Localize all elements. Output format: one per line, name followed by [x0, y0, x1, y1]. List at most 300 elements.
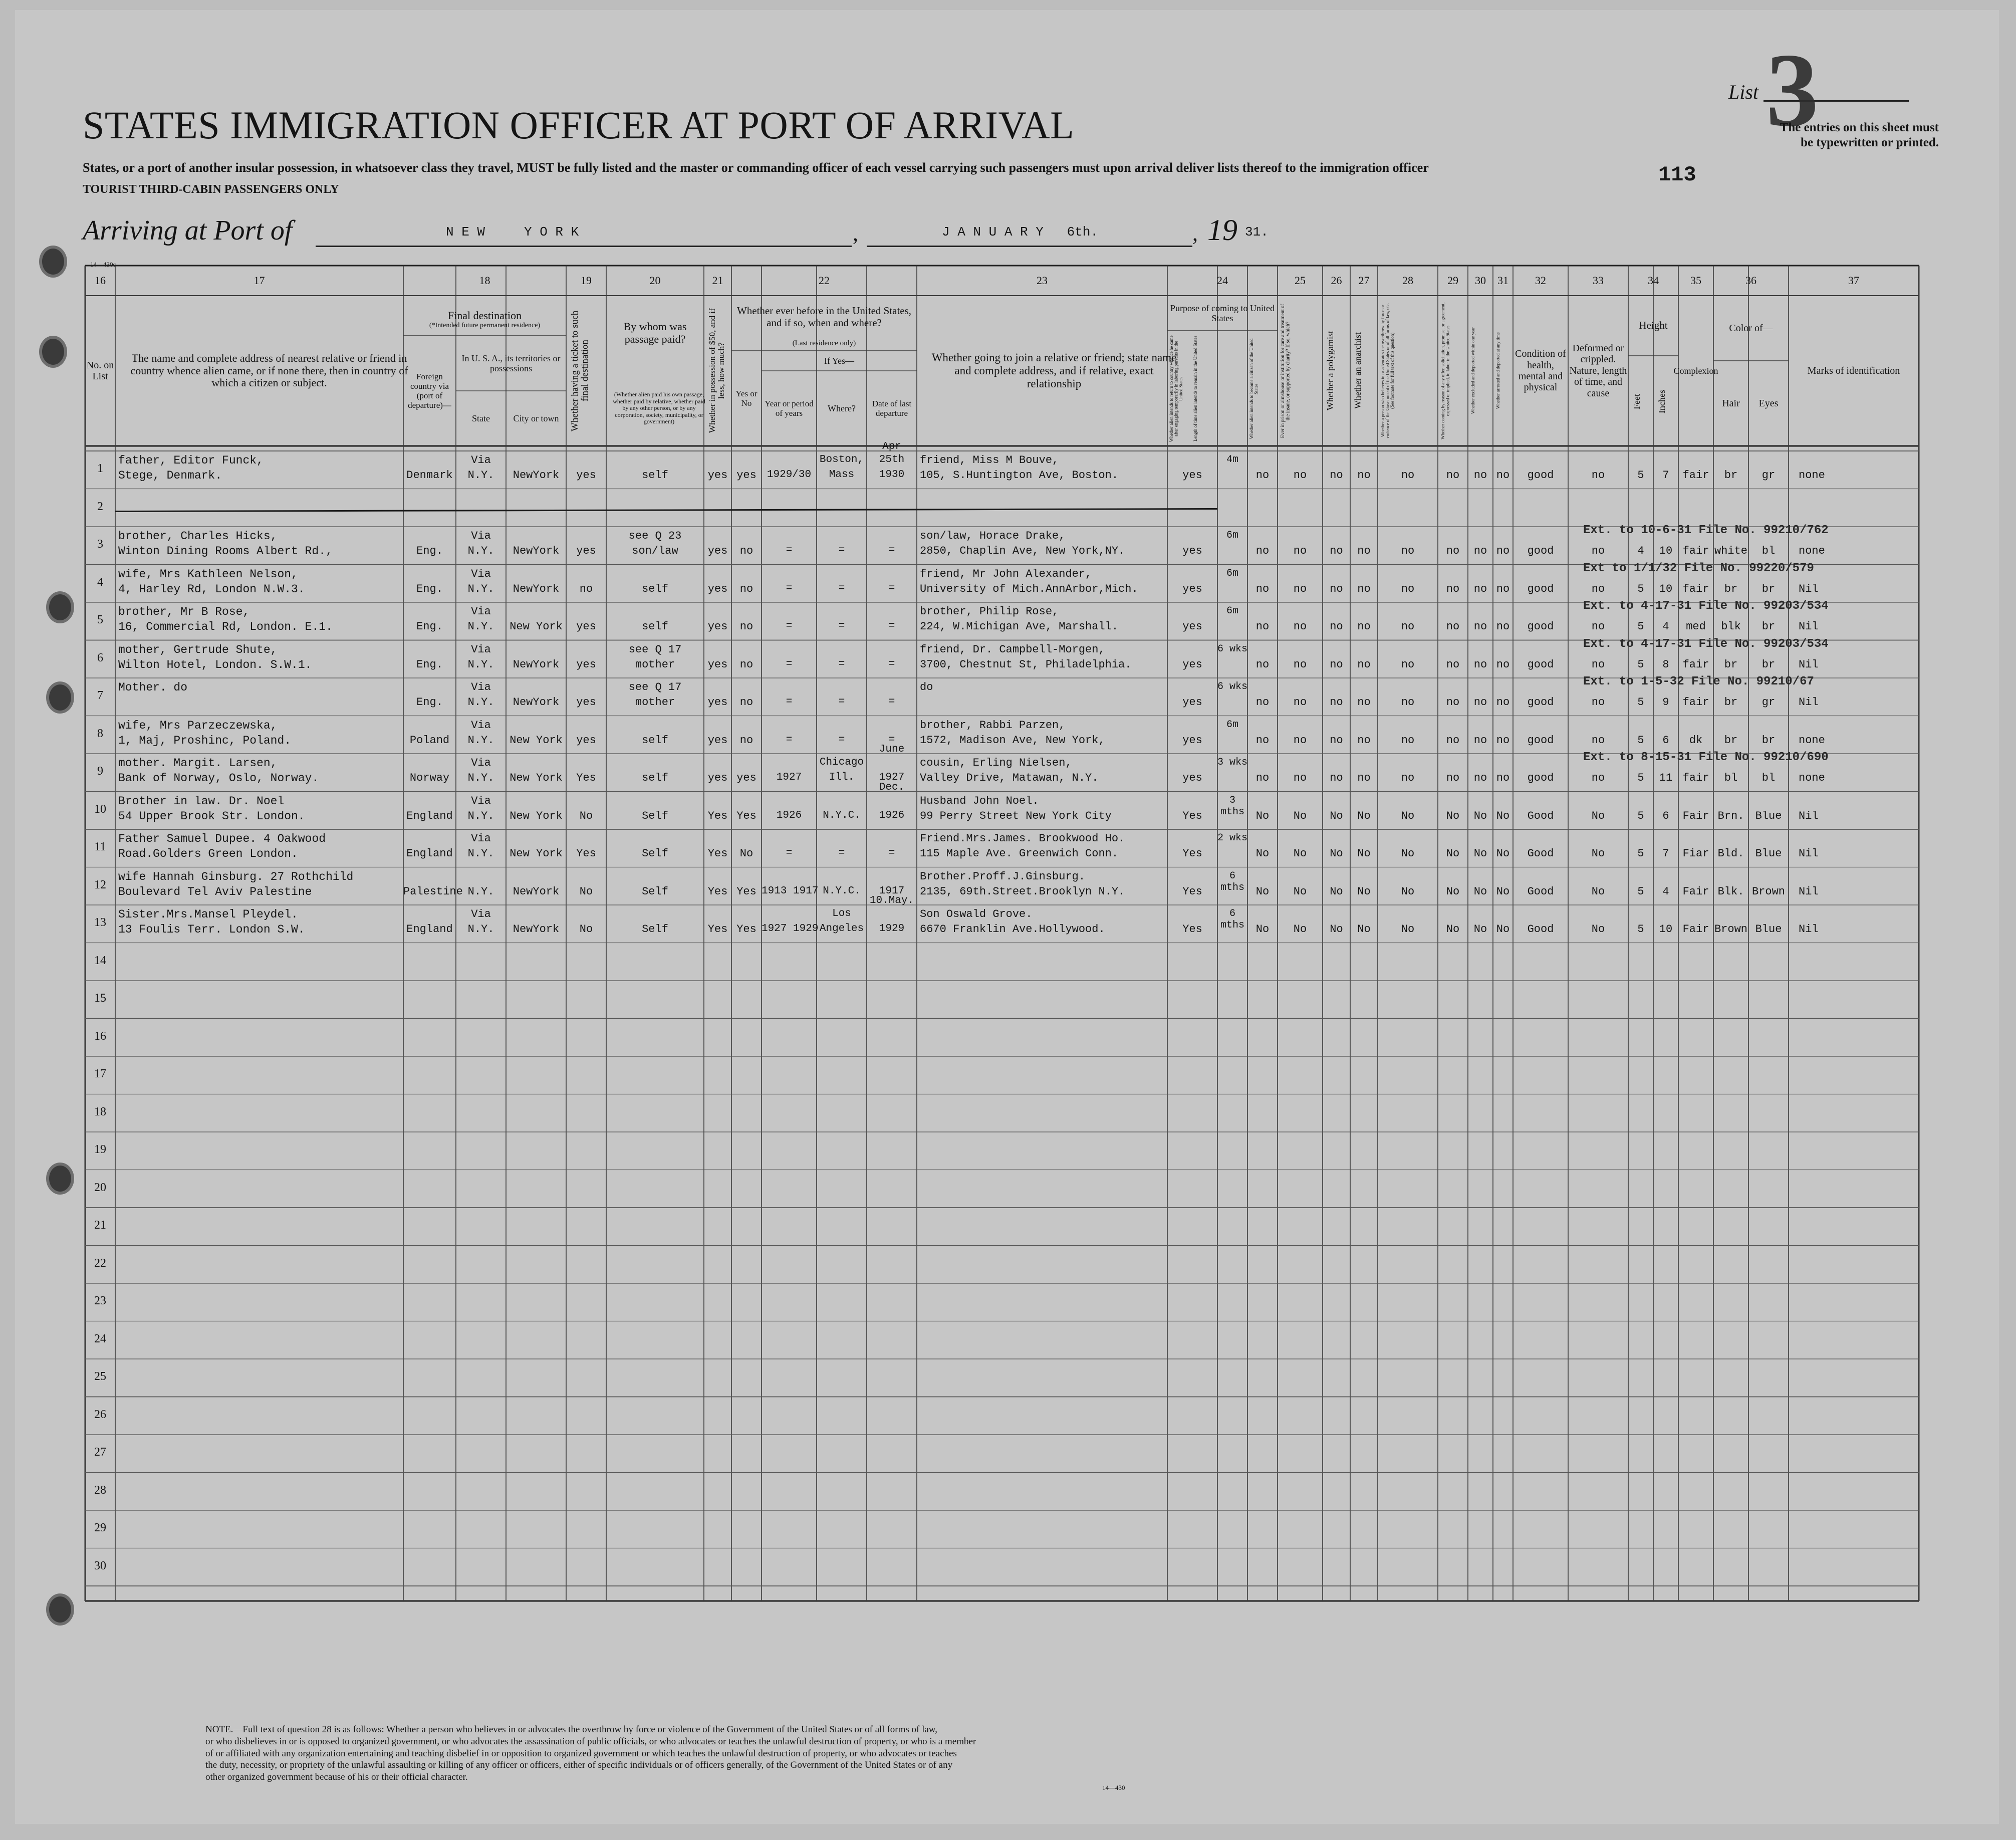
relative-name: wife Hannah Ginsburg. 27 Rothchild [118, 870, 354, 883]
height-feet: 5 [1637, 734, 1644, 747]
health-value: good [1527, 620, 1554, 633]
height-feet: 4 [1637, 545, 1644, 557]
answer-c30: no [1473, 658, 1487, 671]
relative-address: 1, Maj, Proshinc, Poland. [118, 734, 292, 747]
ticket-value: yes [576, 696, 596, 709]
join-address: University of Mich.AnnArbor,Mich. [920, 582, 1138, 595]
row-number: 25 [94, 1370, 106, 1383]
answer-c28: no [1401, 469, 1415, 482]
eyes-value: Blue [1755, 923, 1782, 936]
relative-name: brother, Charles Hicks, [118, 530, 278, 543]
row-number: 30 [94, 1559, 106, 1572]
visit-where-1: Chicago [819, 757, 864, 768]
relative-address: 54 Upper Brook Str. London. [118, 809, 305, 823]
departure-year: = [888, 658, 895, 670]
eyes-value: Blue [1755, 847, 1782, 860]
state-line2: N.Y. [467, 923, 494, 936]
answer-c29: No [1446, 809, 1460, 822]
money-value: yes [707, 582, 728, 595]
column-number: 37 [1848, 274, 1859, 287]
answer-c26: no [1330, 582, 1343, 595]
answer-c27: No [1357, 809, 1371, 822]
row-number: 17 [94, 1067, 106, 1080]
money-value: Yes [707, 847, 728, 860]
paid-by-line2: self [642, 772, 668, 784]
answer-c27: no [1357, 582, 1371, 595]
answer-c30: No [1473, 809, 1487, 822]
header-passage-paid-sub: (Whether alien paid his own passage, whether paid by relative, whether paid by any other person, or by any corporation, society, municipality, or government) [613, 391, 705, 425]
header-anarchist: Whether an anarchist [1353, 332, 1363, 409]
visit-where-2: Ill. [829, 772, 855, 783]
form-id-top: 14—430c [90, 261, 116, 268]
health-value: Good [1527, 923, 1554, 936]
visit-where-2: = [838, 734, 845, 746]
foreign-country: Norway [409, 772, 450, 784]
departure-year: = [888, 734, 895, 746]
footnote-line: the duty, necessity, or propriety of the unlawful assaulting or killing of any officer or officers, either of specific individuals or of officers generally, of the Government of the United States or of any [205, 1760, 953, 1771]
purpose-value: yes [1182, 734, 1202, 747]
height-inches: 7 [1662, 847, 1669, 860]
departure-month: Dec. [879, 781, 905, 793]
departure-year: = [888, 545, 895, 556]
list-label: List [1728, 81, 1759, 103]
deformed-value: no [1591, 545, 1605, 557]
extension-annotation: Ext. to 1-5-32 File No. 99210/67 [1583, 675, 1814, 688]
ticket-value: No [579, 809, 593, 822]
ticket-value: yes [576, 620, 596, 633]
marks-value: Nil [1799, 847, 1819, 860]
complexion-value: fair [1682, 658, 1709, 671]
answer-c26: no [1330, 658, 1343, 671]
hair-value: white [1714, 545, 1747, 557]
visit-where-2: = [838, 847, 845, 859]
column-number: 27 [1358, 274, 1370, 287]
foreign-country: Eng. [416, 582, 443, 595]
answer-c27: no [1357, 658, 1371, 671]
city-town: NewYork [513, 658, 560, 671]
answer-c25: no [1293, 696, 1307, 709]
row-number: 12 [94, 878, 106, 891]
hair-value: br [1724, 658, 1738, 671]
answer-c31: no [1496, 734, 1510, 747]
footnote [205, 1724, 976, 1783]
state-line1: Via [471, 454, 491, 467]
deformed-value: no [1591, 734, 1605, 747]
money-value: Yes [707, 809, 728, 822]
row-number: 18 [94, 1105, 106, 1118]
departure-year: = [888, 847, 895, 859]
join-address: 1572, Madison Ave, New York, [920, 734, 1105, 747]
city-town: New York [510, 809, 563, 822]
departure-year: 1917 [879, 885, 905, 897]
header-ever-before-sub: (Last residence only) [792, 339, 856, 347]
height-feet: 5 [1637, 658, 1644, 671]
answer-c30: no [1473, 696, 1487, 709]
visit-where-1: Boston, [819, 454, 864, 466]
state-line1: Via [471, 794, 491, 807]
complexion-value: Fair [1682, 885, 1709, 898]
answer-c30: no [1473, 545, 1487, 557]
marks-value: Nil [1799, 809, 1819, 822]
visit-where-2: = [838, 582, 845, 594]
hair-value: br [1724, 696, 1738, 709]
departure-year: 1927 [879, 772, 905, 783]
relative-name: mother, Gertrude Shute, [118, 643, 278, 656]
row-number: 2 [97, 500, 103, 513]
row-number: 7 [97, 689, 103, 702]
row-number: 10 [94, 802, 106, 816]
ticket-value: no [579, 582, 593, 595]
height-feet: 5 [1637, 696, 1644, 709]
height-inches: 4 [1662, 620, 1669, 633]
relative-address: Bank of Norway, Oslo, Norway. [118, 772, 319, 785]
answer-c30: no [1473, 734, 1487, 747]
city-town: NewYork [513, 469, 560, 482]
height-inches: 8 [1662, 658, 1669, 671]
hair-value: Brn. [1717, 809, 1744, 822]
join-name: friend, Miss M Bouve, [920, 454, 1059, 467]
complexion-value: fair [1682, 545, 1709, 557]
column-number: 26 [1331, 274, 1342, 287]
height-inches: 7 [1662, 469, 1669, 482]
departure-year: 1930 [879, 469, 905, 481]
departure-year: = [888, 696, 895, 708]
state-line2: N.Y. [467, 545, 494, 557]
class-line: TOURIST THIRD-CABIN PASSENGERS ONLY [83, 183, 339, 196]
paid-by-line2: Self [642, 923, 668, 936]
header-purpose-length: Length of time alien intends to remain in the United States [1193, 336, 1198, 442]
stay-length: 6 mths [1220, 908, 1244, 931]
answer-c30: No [1473, 885, 1487, 898]
ticket-value: Yes [576, 847, 596, 860]
ever-before: Yes [736, 809, 757, 822]
header-eyes: Eyes [1758, 397, 1779, 409]
hair-value: Brown [1714, 923, 1747, 936]
complexion-value: fair [1682, 772, 1709, 784]
ticket-value: No [579, 923, 593, 936]
header-city: City or town [513, 413, 559, 423]
row-number: 3 [97, 538, 103, 551]
purpose-value: Yes [1182, 885, 1202, 898]
date-value: J A N U A R Y 6th. [942, 224, 1099, 240]
answer-c27: no [1357, 772, 1371, 784]
header-foreign-country: Foreign country via (port of departure)— [408, 371, 451, 410]
height-feet: 5 [1637, 885, 1644, 898]
row-number: 29 [94, 1521, 106, 1534]
row-number: 23 [94, 1294, 106, 1307]
departure-year: = [888, 620, 895, 632]
citizen-value: No [1255, 809, 1270, 822]
answer-c31: no [1496, 620, 1510, 633]
relative-name: Sister.Mrs.Mansel Pleydel. [118, 908, 298, 921]
column-number: 16 [95, 274, 106, 287]
marks-value: none [1799, 469, 1825, 482]
answer-c29: no [1446, 545, 1460, 557]
answer-c28: no [1401, 582, 1415, 595]
complexion-value: fair [1682, 469, 1709, 482]
relative-address: 16, Commercial Rd, London. E.1. [118, 620, 333, 633]
city-town: New York [510, 620, 563, 633]
answer-c29: no [1446, 696, 1460, 709]
ever-before: No [739, 847, 753, 860]
paid-by-line2: Self [642, 885, 668, 898]
row-number: 4 [97, 575, 103, 589]
paid-by-line2: self [642, 582, 668, 595]
join-name: brother, Rabbi Parzen, [920, 719, 1066, 732]
stay-length: 6m [1226, 719, 1238, 731]
visit-years: = [786, 545, 793, 556]
answer-c27: no [1357, 696, 1371, 709]
state-line2: N.Y. [467, 658, 494, 671]
citizen-value: No [1255, 847, 1270, 860]
marks-value: Nil [1799, 582, 1819, 595]
relative-name: Father Samuel Dupee. 4 Oakwood [118, 832, 326, 845]
row-number: 11 [94, 840, 106, 853]
complexion-value: fair [1682, 582, 1709, 595]
join-name: do [920, 681, 933, 694]
deformed-value: No [1591, 809, 1605, 822]
citizen-value: No [1255, 923, 1270, 936]
answer-c29: no [1446, 469, 1460, 482]
paid-by-line1: see Q 23 [628, 530, 682, 542]
visit-years: = [786, 658, 793, 670]
list-number: 3 [1766, 32, 1819, 148]
hair-value: blk [1721, 620, 1741, 633]
header-arrested: Whether arrested and deported at any time [1495, 332, 1500, 409]
citizen-value: no [1255, 582, 1270, 595]
header-yes-no: Yes or No [735, 388, 758, 408]
state-line2: N.Y. [467, 582, 494, 595]
header-purpose-blank [1219, 335, 1245, 443]
header-state: State [472, 413, 490, 423]
citizen-value: no [1255, 545, 1270, 557]
answer-c26: no [1330, 469, 1343, 482]
header-excluded: Whether excluded and deported within one year [1470, 327, 1475, 414]
paid-by-line1: see Q 17 [628, 643, 682, 656]
relative-address: Stege, Denmark. [118, 469, 222, 482]
ticket-value: yes [576, 734, 596, 747]
answer-c25: no [1293, 545, 1307, 557]
answer-c28: No [1401, 923, 1415, 936]
height-inches: 10 [1659, 923, 1673, 936]
relative-address: Wilton Hotel, London. S.W.1. [118, 658, 312, 671]
relative-address: Winton Dining Rooms Albert Rd., [118, 545, 333, 558]
state-line1: Via [471, 832, 491, 845]
row-number: 6 [97, 651, 103, 664]
citizen-value: no [1255, 696, 1270, 709]
hair-value: Bld. [1717, 847, 1744, 860]
state-line2: N.Y. [467, 469, 494, 482]
answer-c25: no [1293, 658, 1307, 671]
join-address: 99 Perry Street New York City [920, 809, 1112, 822]
header-marks: Marks of identification [1807, 365, 1900, 376]
foreign-country: Eng. [416, 620, 443, 633]
answer-c26: no [1330, 734, 1343, 747]
departure-month: June [879, 744, 905, 755]
answer-c31: No [1496, 809, 1510, 822]
departure-day: 25th [879, 454, 905, 466]
footnote-line: or who disbelieves in or is opposed to organized government, or who advocates the assassination of public officials, or who advocates or teaches the unlawful destruction of property, or who is a member [205, 1736, 976, 1747]
state-line1: Via [471, 530, 491, 542]
header-relative-address: The name and complete address of nearest relative or friend in country whence alien came, or if none there, then in country of which a citizen or subject. [130, 352, 408, 389]
row-number: 27 [94, 1446, 106, 1459]
answer-c31: no [1496, 545, 1510, 557]
paid-by-line2: Self [642, 809, 668, 822]
header-date-departure: Date of last departure [872, 398, 912, 418]
hair-value: br [1724, 734, 1738, 747]
answer-c28: no [1401, 620, 1415, 633]
answer-c30: No [1473, 923, 1487, 936]
money-value: yes [707, 658, 728, 671]
state-line1: Via [471, 719, 491, 732]
marks-value: Nil [1799, 658, 1819, 671]
header-passage-paid: By whom was passage paid? [623, 320, 687, 345]
purpose-value: yes [1182, 658, 1202, 671]
money-value: yes [707, 469, 728, 482]
row-number: 28 [94, 1483, 106, 1497]
answer-c25: no [1293, 469, 1307, 482]
paid-by-line2: mother [635, 658, 675, 671]
paid-by-line2: self [642, 620, 668, 633]
join-address: 2135, 69th.Street.Brooklyn N.Y. [920, 885, 1125, 898]
column-number: 17 [254, 274, 265, 287]
ever-before: Yes [736, 923, 757, 936]
eyes-value: gr [1761, 696, 1776, 709]
column-number: 30 [1475, 274, 1486, 287]
height-feet: 5 [1637, 772, 1644, 784]
row-number: 26 [94, 1408, 106, 1421]
row-number: 16 [94, 1029, 106, 1043]
departure-month: Apr [882, 441, 901, 452]
money-value: Yes [707, 885, 728, 898]
city-town: NewYork [513, 545, 560, 557]
ever-before: no [739, 545, 753, 557]
city-town: NewYork [513, 885, 560, 898]
column-number: 23 [1037, 274, 1048, 287]
answer-c28: no [1401, 545, 1415, 557]
row-number: 21 [94, 1219, 106, 1232]
foreign-country: England [406, 847, 453, 860]
row-number: 9 [97, 765, 103, 778]
answer-c29: No [1446, 847, 1460, 860]
health-value: good [1527, 582, 1554, 595]
visit-where-2: = [838, 620, 845, 632]
city-town: NewYork [513, 923, 560, 936]
stay-length: 4m [1226, 454, 1238, 466]
answer-c28: no [1401, 696, 1415, 709]
visit-where-2: N.Y.C. [823, 809, 861, 821]
visit-years: 1927 [776, 772, 802, 783]
ever-before: Yes [736, 885, 757, 898]
paid-by-line2: Self [642, 847, 668, 860]
year-prefix: 19 [1207, 213, 1237, 247]
relative-name: mother. Margit. Larsen, [118, 757, 278, 770]
answer-c31: no [1496, 772, 1510, 784]
answer-c28: No [1401, 847, 1415, 860]
answer-c25: No [1293, 923, 1307, 936]
relative-name: father, Editor Funck, [118, 454, 264, 467]
answer-c28: no [1401, 658, 1415, 671]
paid-by-line2: self [642, 734, 668, 747]
citizen-value: no [1255, 772, 1270, 784]
citizen-value: No [1255, 885, 1270, 898]
complexion-value: med [1686, 620, 1706, 633]
foreign-country: Denmark [406, 469, 453, 482]
state-line2: N.Y. [467, 734, 494, 747]
hair-value: br [1724, 582, 1738, 595]
join-address: 2850, Chaplin Ave, New York,NY. [920, 545, 1125, 557]
header-no-on-list: No. on List [86, 359, 114, 382]
relative-name: brother, Mr B Rose, [118, 605, 250, 618]
header-purpose: Purpose of coming to United States [1170, 303, 1275, 323]
ticket-value: yes [576, 545, 596, 557]
height-feet: 5 [1637, 582, 1644, 595]
header-feet: Feet [1632, 394, 1642, 410]
answer-c25: No [1293, 847, 1307, 860]
foreign-country: England [406, 809, 453, 822]
visit-where-2: = [838, 545, 845, 556]
paid-by-line2: self [642, 469, 668, 482]
extension-annotation: Ext. to 4-17-31 File No. 99203/534 [1583, 637, 1829, 651]
answer-c31: No [1496, 923, 1510, 936]
health-value: good [1527, 696, 1554, 709]
answer-c26: No [1330, 885, 1343, 898]
answer-c27: no [1357, 620, 1371, 633]
answer-c25: No [1293, 885, 1307, 898]
ticket-value: yes [576, 658, 596, 671]
money-value: yes [707, 772, 728, 784]
money-value: yes [707, 545, 728, 557]
column-number: 36 [1745, 274, 1756, 287]
visit-years: 1926 [776, 809, 802, 821]
answer-c26: No [1330, 847, 1343, 860]
relative-name: wife, Mrs Parzeczewska, [118, 719, 278, 732]
complexion-value: Fiar [1682, 847, 1709, 860]
footnote-line: NOTE.—Full text of question 28 is as follows: Whether a person who believes in or advocates the overthrow by force or violence of the Government of the United States or of all forms of law, [205, 1724, 938, 1735]
visit-where-2: Mass [829, 469, 855, 481]
extension-annotation: Ext to 1/1/32 File No. 99220/579 [1583, 561, 1814, 575]
marks-value: none [1799, 545, 1825, 557]
paid-by-line2: son/law [632, 545, 678, 557]
city-town: NewYork [513, 696, 560, 709]
visit-years: = [786, 696, 793, 708]
stay-length: 3 wks [1217, 757, 1248, 768]
health-value: Good [1527, 885, 1554, 898]
deformed-value: no [1591, 582, 1605, 595]
answer-c31: no [1496, 582, 1510, 595]
answer-c26: no [1330, 620, 1343, 633]
deformed-value: No [1591, 885, 1605, 898]
entries-note: The entries on this sheet must be typewritten or printed. [1780, 121, 1939, 149]
departure-year: = [888, 582, 895, 594]
citizen-value: no [1255, 734, 1270, 747]
column-number: 24 [1217, 274, 1228, 287]
header-if-yes: If Yes— [824, 355, 854, 366]
state-line2: N.Y. [467, 620, 494, 633]
foreign-country: Eng. [416, 658, 443, 671]
height-inches: 10 [1659, 582, 1673, 595]
answer-c28: no [1401, 734, 1415, 747]
eyes-value: bl [1761, 772, 1776, 784]
row-number: 8 [97, 727, 103, 740]
header-labor-offer: Whether coming by reason of any offer, solicitation, promise, or agreement, expressed or implied, to labor in the United States [1440, 302, 1450, 439]
foreign-country: Palestine [403, 885, 463, 898]
stay-length: 6m [1226, 530, 1238, 541]
ticket-value: yes [576, 469, 596, 482]
city-town: NewYork [513, 582, 560, 595]
header-inches: Inches [1657, 390, 1667, 414]
deformed-value: No [1591, 847, 1605, 860]
